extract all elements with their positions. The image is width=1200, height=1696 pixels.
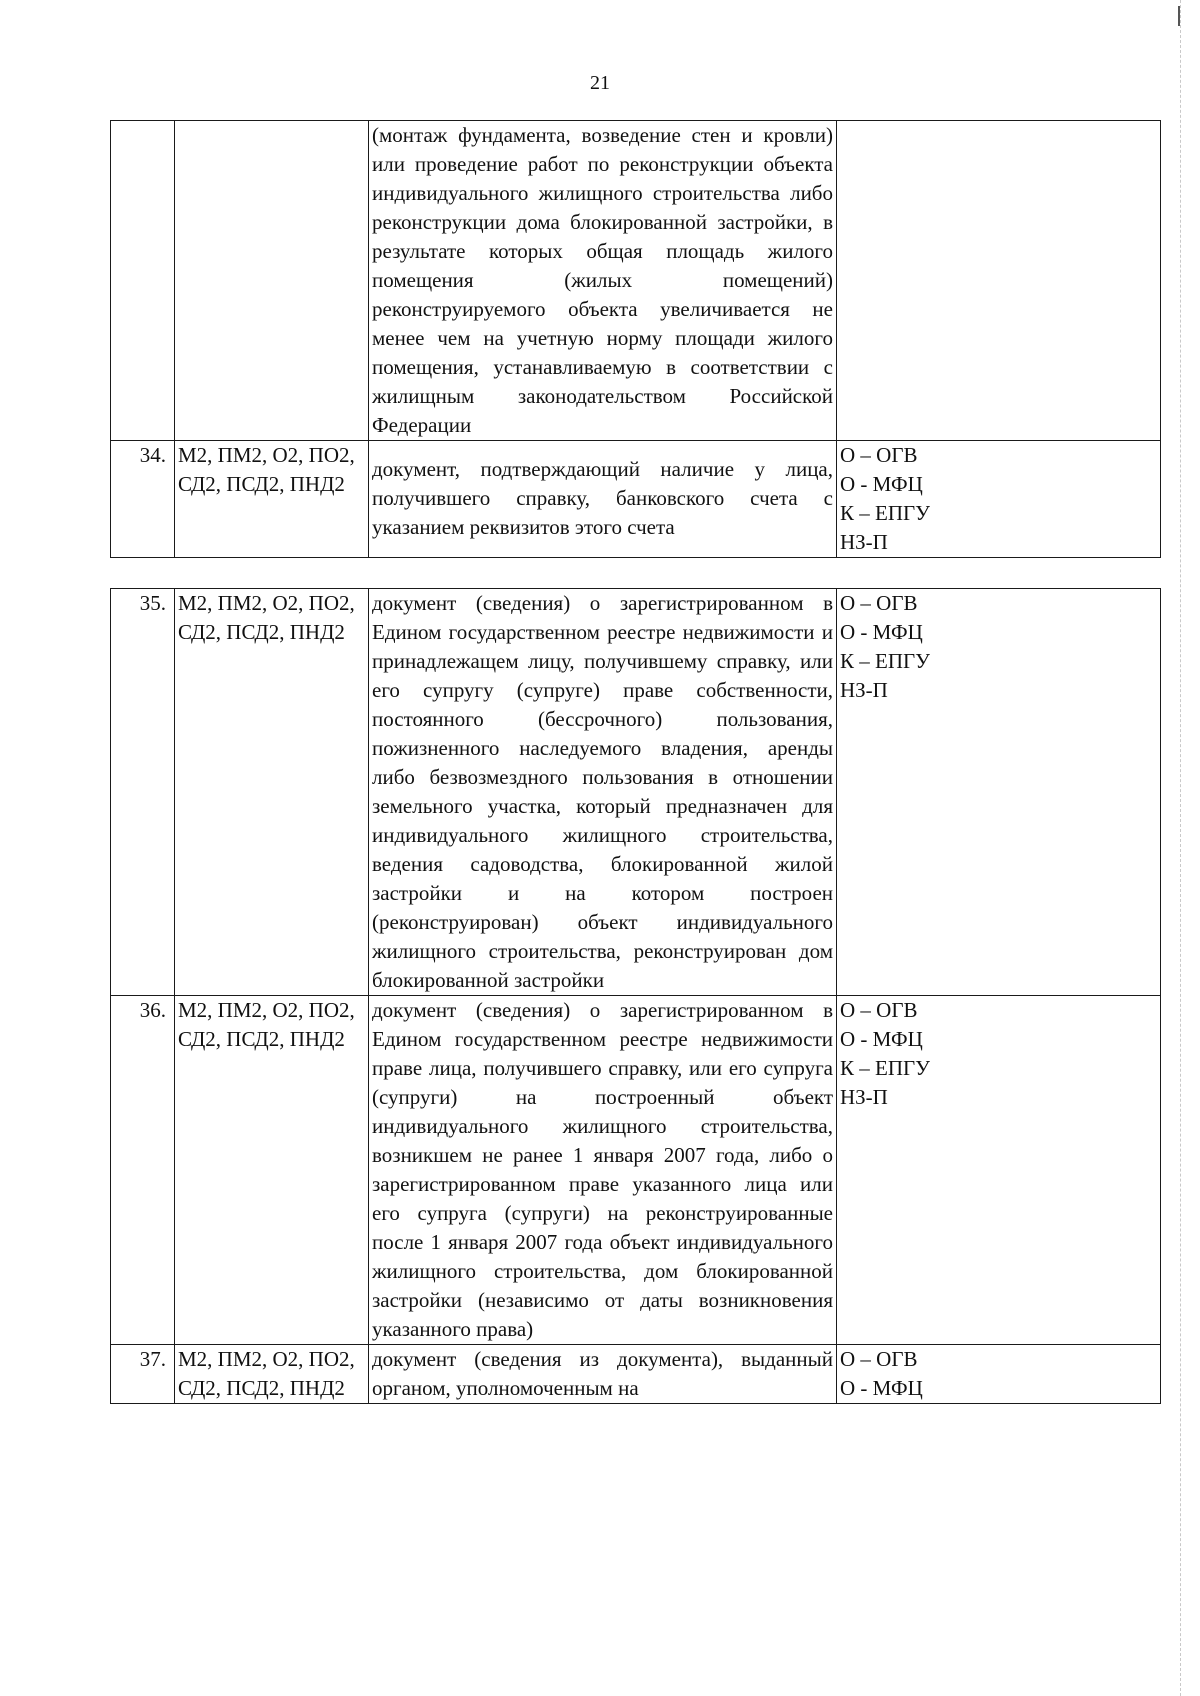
submission-way: О - МФЦ — [840, 1027, 923, 1051]
table-row — [111, 589, 1161, 996]
applicant-codes: М2, ПМ2, О2, ПО2, СД2, ПСД2, ПНД2 — [175, 589, 369, 996]
submission-way: НЗ-П — [840, 678, 888, 702]
submission-way: НЗ-П — [840, 530, 888, 554]
table-row — [111, 121, 1161, 441]
document-description: (монтаж фундамента, возведение стен и кровли) или проведение работ по реконструкции объекта индивидуального жилищного строительства либо реконструкции дома блокированной застройки, в результате которых общая площадь жилого помещения (жилых помещений) реконструируемого объекта увеличивается не менее чем на учетную норму площади жилого помещения, устанавливаемую в соответствии с жилищным законодательством Российской Федерации — [369, 121, 837, 441]
submission-way: О - МФЦ — [840, 1376, 923, 1400]
row-number: 36. — [111, 996, 175, 1345]
submission-ways — [837, 1345, 1161, 1404]
row-number: 35. — [111, 589, 175, 996]
scan-edge-mark — [1178, 6, 1180, 26]
document-description: документ (сведения) о зарегистрированном в Едином государственном реестре недвижимости праве лица, получившего справку, или его супруга (супруги) на построенный объект индивидуального жилищного строительства, возникшем не ранее 1 января 2007 года, либо о зарегистрированном праве указанного лица или его супруга (супруги) на реконструированные после 1 января 2007 года объект индивидуального жилищного строительства, дом блокированной застройки (независимо от даты возникновения указанного права) — [369, 996, 837, 1345]
submission-ways — [837, 441, 1161, 558]
submission-ways — [837, 589, 1161, 996]
table-row — [111, 441, 1161, 558]
documents-table — [110, 120, 1161, 1404]
document-description: документ (сведения из документа), выданный органом, уполномоченным на — [369, 1345, 837, 1404]
submission-way: К – ЕПГУ — [840, 1056, 931, 1080]
table-row — [111, 996, 1161, 1345]
submission-way: О - МФЦ — [840, 472, 923, 496]
document-description: документ, подтверждающий наличие у лица, получившего справку, банковского счета с указанием реквизитов этого счета — [369, 441, 837, 558]
page-number: 21 — [590, 72, 610, 94]
table-spacer-row — [111, 558, 1161, 589]
table-row — [111, 1345, 1161, 1404]
submission-way: О – ОГВ — [840, 443, 918, 467]
row-number: 37. — [111, 1345, 175, 1404]
submission-way: О – ОГВ — [840, 1347, 918, 1371]
submission-way: О – ОГВ — [840, 591, 918, 615]
submission-way: НЗ-П — [840, 1085, 888, 1109]
submission-way: О - МФЦ — [840, 620, 923, 644]
document-description: документ (сведения) о зарегистрированном в Едином государственном реестре недвижимости и принадлежащем лицу, получившему справку, или его супругу (супруге) праве собственности, постоянного (бессрочного) пользования, пожизненного наследуемого владения, аренды либо безвозмездного пользования в отношении земельного участка, который предназначен для индивидуального жилищного строительства, ведения садоводства, блокированной жилой застройки и на котором построен (реконструирован) объект индивидуального жилищного строительства, реконструирован дом блокированной застройки — [369, 589, 837, 996]
applicant-codes — [175, 121, 369, 441]
submission-way: О – ОГВ — [840, 998, 918, 1022]
applicant-codes: М2, ПМ2, О2, ПО2, СД2, ПСД2, ПНД2 — [175, 1345, 369, 1404]
spacer-cell — [111, 558, 1161, 589]
row-number — [111, 121, 175, 441]
submission-way: К – ЕПГУ — [840, 649, 931, 673]
applicant-codes: М2, ПМ2, О2, ПО2, СД2, ПСД2, ПНД2 — [175, 996, 369, 1345]
submission-ways — [837, 996, 1161, 1345]
applicant-codes: М2, ПМ2, О2, ПО2, СД2, ПСД2, ПНД2 — [175, 441, 369, 558]
submission-ways — [837, 121, 1161, 441]
scan-edge-line — [1180, 0, 1181, 1696]
submission-way: К – ЕПГУ — [840, 501, 931, 525]
row-number: 34. — [111, 441, 175, 558]
